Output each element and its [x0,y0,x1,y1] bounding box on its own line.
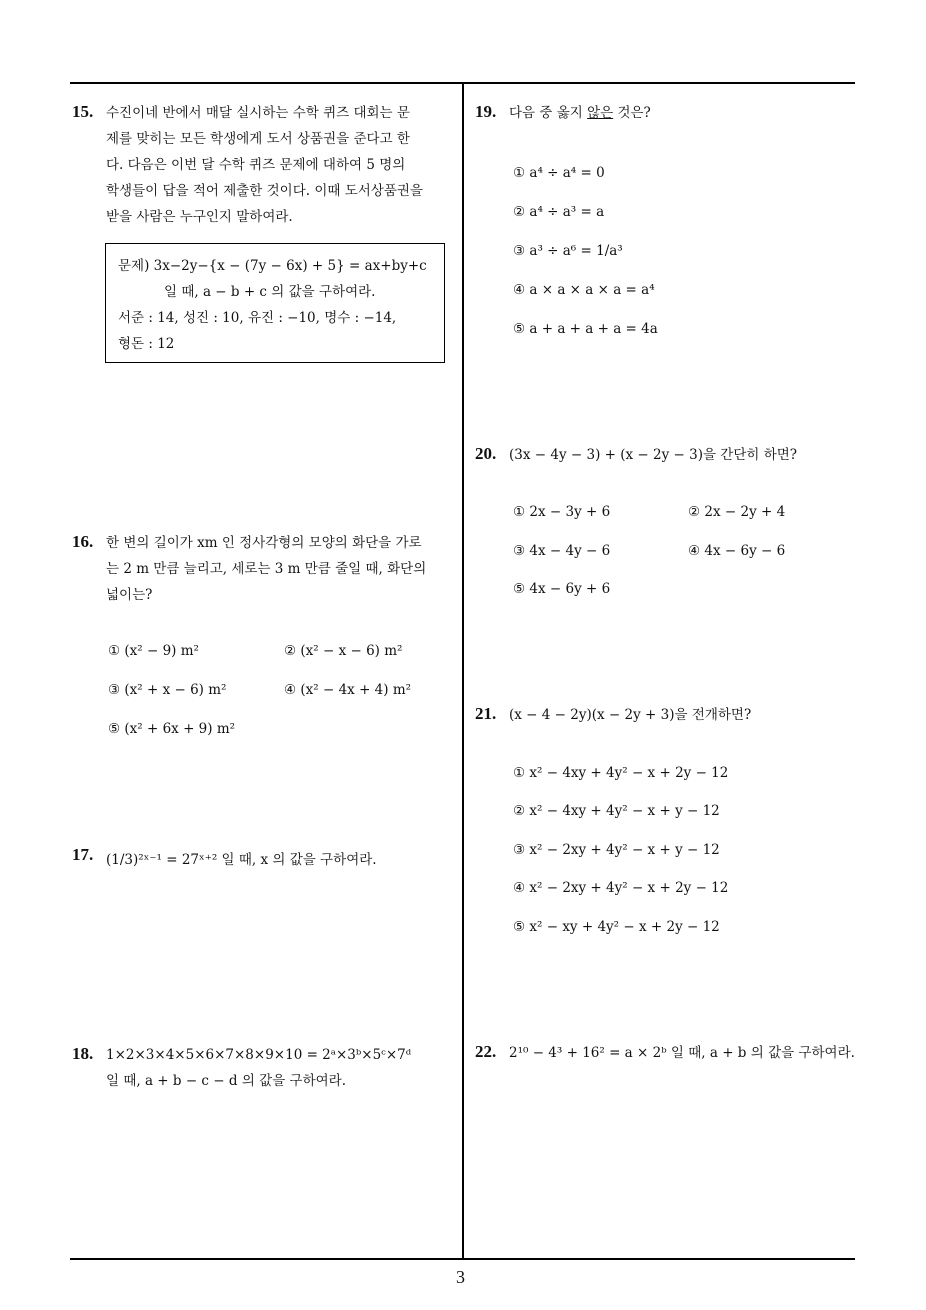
box-line: 일 때, a − b + c 의 값을 구하여라. [164,284,376,300]
option-2[interactable]: ② 2x − 2y + 4 [688,504,786,520]
option-5[interactable]: ⑤ x² − xy + 4y² − x + 2y − 12 [513,919,720,935]
text-line: 넓이는? [106,587,153,603]
question-text: 2¹⁰ − 4³ + 16² = a × 2ᵇ 일 때, a + b 의 값을 구하여라. [509,1045,855,1061]
text-line: 제를 맞히는 모든 학생에게 도서 상품권을 준다고 한 [106,131,410,147]
option-5[interactable]: ⑤ 4x − 6y + 6 [513,581,611,597]
bottom-rule [70,1258,855,1260]
question-number: 19. [475,102,497,121]
question-20 [475,442,855,468]
question-text [106,100,457,230]
option-4[interactable]: ④ (x² − 4x + 4) m² [284,682,412,698]
text-line: 학생들이 답을 적어 제출한 것이다. 이때 도서상품권을 [106,183,423,199]
question-number: 22. [475,1042,497,1061]
option-1[interactable]: ① a⁴ ÷ a⁴ = 0 [513,165,605,181]
question-text: (3x − 4y − 3) + (x − 2y − 3)을 간단히 하면? [509,447,798,463]
option-1[interactable]: ① (x² − 9) m² [108,643,199,659]
question-19 [475,100,855,126]
question-22 [475,1040,860,1066]
text-part: 다음 중 옳지 [509,105,588,121]
question-17 [72,845,457,873]
question-number: 16. [72,532,94,551]
question-15 [72,100,457,230]
question-text: (1/3)²ˣ⁻¹ = 27ˣ⁺² 일 때, x 의 값을 구하여라. [106,852,377,868]
question-text [106,530,457,608]
option-4[interactable]: ④ a × a × a × a = a⁴ [513,282,655,298]
question-number: 17. [72,845,94,864]
box-line: 서준 : 14, 성진 : 10, 유진 : −10, 명수 : −14, [118,310,397,326]
question-16 [72,530,457,608]
option-3[interactable]: ③ 4x − 4y − 6 [513,543,611,559]
question-number: 20. [475,444,497,463]
question-18 [72,1042,457,1094]
option-1[interactable]: ① 2x − 3y + 6 [513,504,611,520]
text-line: 수진이네 반에서 매달 실시하는 수학 퀴즈 대회는 문 [106,105,410,121]
option-4[interactable]: ④ x² − 2xy + 4y² − x + 2y − 12 [513,880,729,896]
question-number: 15. [72,102,94,121]
option-1[interactable]: ① x² − 4xy + 4y² − x + 2y − 12 [513,765,729,781]
question-number: 21. [475,704,497,723]
text-line: 다. 다음은 이번 달 수학 퀴즈 문제에 대하여 5 명의 [106,157,406,173]
question-text: (x − 4 − 2y)(x − 2y + 3)을 전개하면? [509,707,752,723]
option-3[interactable]: ③ (x² + x − 6) m² [108,682,227,698]
column-divider [462,82,464,1259]
question-21 [475,702,855,728]
text-part: 것은? [613,105,651,121]
text-line: 받을 사람은 누구인지 말하여라. [106,209,293,225]
option-4[interactable]: ④ 4x − 6y − 6 [688,543,786,559]
question-number: 18. [72,1044,94,1063]
text-line: 일 때, a + b − c − d 의 값을 구하여라. [106,1073,346,1089]
box-line: 형돈 : 12 [118,336,175,352]
question-text [509,100,855,126]
box-line: 문제) 3x−2y−{x − (7y − 6x) + 5} = ax+by+c [118,258,427,274]
option-2[interactable]: ② (x² − x − 6) m² [284,643,403,659]
underlined-text: 않은 [587,105,614,121]
option-2[interactable]: ② a⁴ ÷ a³ = a [513,204,605,220]
option-2[interactable]: ② x² − 4xy + 4y² − x + y − 12 [513,803,720,819]
text-line: 1×2×3×4×5×6×7×8×9×10 = 2ᵃ×3ᵇ×5ᶜ×7ᵈ [106,1047,412,1063]
option-5[interactable]: ⑤ a + a + a + a = 4a [513,321,658,337]
option-3[interactable]: ③ x² − 2xy + 4y² − x + y − 12 [513,842,720,858]
option-5[interactable]: ⑤ (x² + 6x + 9) m² [108,721,236,737]
question-text [106,1042,457,1094]
option-3[interactable]: ③ a³ ÷ a⁶ = 1/a³ [513,243,623,259]
page-number: 3 [456,1267,465,1287]
text-line: 한 변의 길이가 xm 인 정사각형의 모양의 화단을 가로 [106,535,422,551]
problem-box [105,243,445,363]
text-line: 는 2 m 만큼 늘리고, 세로는 3 m 만큼 줄일 때, 화단의 [106,561,427,577]
